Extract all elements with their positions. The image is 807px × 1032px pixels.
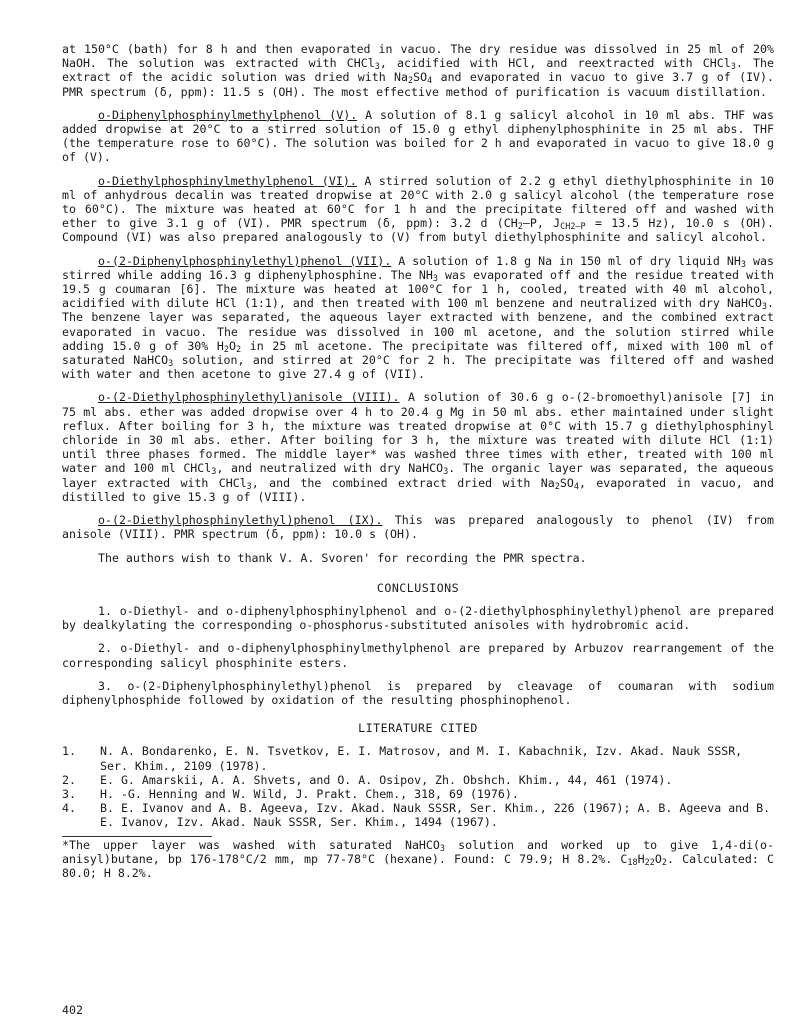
body-text	[62, 42, 774, 565]
subscript: CH2–P	[560, 222, 586, 233]
text-run: was stirred while adding 16.3 g diphenylphosphine. The NH	[62, 253, 774, 282]
compound-title: o-Diethylphosphinylmethylphenol (VI).	[98, 173, 357, 188]
footnote-divider	[62, 836, 212, 837]
reference-text: E. G. Amarskii, A. A. Shvets, and O. A. Osipov, Zh. Obshch. Khim., 44, 461 (1974).	[100, 772, 673, 787]
text-run: A solution of 8.1 g salicyl alcohol in 10 ml abs. THF was added dropwise at 20°C to a stirred solution of 15.0 g ethyl diphenylphosphinite in 25 ml abs. THF (the temperature rose to 60°C). The solution was boiled for 2 h and evaporated in vacuo to give 18.0 g of (V).	[62, 107, 774, 165]
subscript: 2	[223, 344, 230, 355]
text-run: in 25 ml acetone. The precipitate was filtered off, mixed with 100 ml of saturated NaHCO	[62, 338, 775, 368]
reference-item	[62, 773, 774, 787]
subscript: 2	[236, 344, 242, 355]
text-run: SO	[559, 475, 574, 490]
text-run: O	[654, 851, 662, 866]
paragraph	[62, 108, 774, 165]
subscript: 2	[408, 76, 414, 87]
subscript: 3	[443, 467, 449, 478]
text-run: , acidified with HCl, and reextracted with CHCl	[379, 56, 731, 71]
conclusion-item: 1. o-Diethyl- and o-diphenylphosphinylphenol and o-(2-diethylphosphinylethyl)phenol are prepared by dealkylating the corresponding o-phosphorus-substituted anisoles with hydrobromic acid.	[62, 603, 774, 633]
text-run: , and neutralized with dry NaHCO	[216, 461, 444, 476]
subscript: 18	[627, 857, 638, 868]
paragraph	[62, 513, 774, 541]
text-run: H	[637, 851, 645, 866]
text-run: This was prepared analogously to phenol (IV) from anisole (VIII). PMR spectrum (δ, ppm): 10.0 s (OH).	[62, 513, 774, 542]
reference-text: B. E. Ivanov and A. B. Ageeva, Izv. Akad. Nauk SSSR, Ser. Khim., 226 (1967); A. B. Ageeva and B. E. Ivanov, Izv. Akad. Nauk SSSR, Ser. Khim., 1494 (1967).	[100, 801, 771, 830]
reference-item	[62, 787, 774, 801]
text-run: , and the combined extract dried with Na	[251, 475, 555, 490]
paragraph	[62, 390, 774, 504]
text-run: . The organic layer was separated, the aqueous layer extracted with CHCl	[62, 461, 774, 490]
text-run: and evaporated in vacuo to give 3.7 g of (IV). PMR spectrum (δ, ppm): 11.5 s (OH). The most effective method of purification is vacuum distillation.	[62, 70, 775, 99]
text-run: at 150°C (bath) for 8 h and then evaporated in vacuo. The dry residue was dissolved in 25 ml of 20% NaOH. The solution was extracted with CHCl	[62, 42, 774, 71]
text-run: A stirred solution of 2.2 g ethyl diethylphosphinite in 10 ml of anhydrous decalin was treated dropwise at 20°C with 2.0 g salicyl alcohol (the temperature rose to 60°C). The mixture was heated at 60°C for 1 h and the precipitate filtered off and washed with ether to give 3.1 g of (VI). PMR spectrum (δ, ppm): 3.2 d (CH	[62, 173, 775, 231]
reference-number: 2.	[62, 772, 76, 787]
text-run: was evaporated off and the residue treated with 19.5 g coumaran [6]. The mixture was heated at 100°C for 1 h, cooled, treated with 40 ml alcohol, acidified with dilute HCl (1:1), and then treated with 100 ml benzene and neutralized with dry NaHCO	[62, 267, 774, 311]
subscript: 2	[661, 857, 667, 868]
subscript: 4	[573, 481, 579, 492]
conclusions-heading: CONCLUSIONS	[376, 580, 460, 595]
footnote	[62, 838, 774, 881]
subscript: 2	[517, 222, 523, 233]
text-run: SO	[413, 70, 428, 85]
text-run: —P, J	[522, 216, 561, 231]
subscript: 3	[439, 843, 445, 854]
subscript: 2	[554, 481, 560, 492]
reference-text: H. -G. Henning and W. Wild, J. Prakt. Chem., 318, 69 (1976).	[100, 786, 519, 801]
text-run: O	[229, 338, 237, 353]
compound-title: o-(2-Diphenylphosphinylethyl)phenol (VII).	[98, 253, 392, 268]
subscript: 3	[168, 359, 174, 370]
text-run: A solution of 30.6 g o-(2-bromoethyl)anisole [7] in 75 ml abs. ether was added dropwise over 4 h to 20.4 g Mg in 50 ml abs. ether maintained under slight reflux. After boiling for 3 h, the mixture was treated dropwise at 0°C with 15.7 g diethylphosphinyl chloride in 30 ml abs. ether. After boiling for 3 h, the mixture was treated with dilute HCl (1:1) until three phases formed. The middle layer* was washed three times with ether, treated with 100 ml water and 100 ml CHCl	[62, 390, 774, 476]
subscript: 4	[427, 76, 433, 87]
subscript: 3	[374, 62, 380, 73]
subscript: 3	[761, 302, 768, 313]
page-number: 402	[62, 1003, 83, 1017]
paragraph	[62, 174, 774, 245]
compound-title: o-(2-Diethylphosphinylethyl)phenol (IX).	[98, 513, 383, 528]
reference-item	[62, 744, 774, 772]
conclusion-item: 2. o-Diethyl- and o-diphenylphosphinylmethylphenol are prepared by Arbuzov rearrangement of the corresponding salicyl phosphinite esters.	[62, 641, 774, 670]
subscript: 3	[432, 273, 438, 284]
text-run: , evaporated in vacuo, and distilled to give 15.3 g of (VIII).	[62, 475, 774, 504]
references-list	[62, 744, 774, 829]
conclusions-list	[62, 604, 774, 707]
reference-item	[62, 801, 774, 829]
paragraph	[62, 551, 774, 565]
compound-title: o-Diphenylphosphinylmethylphenol (V).	[98, 107, 358, 122]
text-run: . The benzene layer was separated, the aqueous layer extracted with benzene, and the combined extract evaporated in vacuo. The residue was dissolved in 100 ml acetone, and the solution stirred while adding 15.0 g of 30% H	[62, 296, 774, 353]
paragraph	[62, 42, 774, 99]
text-run: A solution of 1.8 g Na in 150 ml of dry liquid NH	[391, 253, 741, 268]
paragraph	[62, 254, 774, 382]
text-run: solution, and stirred at 20°C for 2 h. The precipitate was filtered off and washed with water and then acetone to give 27.4 g of (VII).	[62, 353, 775, 382]
reference-number: 3.	[62, 786, 76, 801]
reference-text: N. A. Bondarenko, E. N. Tsvetkov, E. I. Matrosov, and M. I. Kabachnik, Izv. Akad. Nauk SSSR, Ser. Khim., 2109 (1978).	[100, 744, 743, 773]
compound-title: o-(2-Diethylphosphinylethyl)anisole (VIII).	[98, 390, 400, 405]
reference-number: 4.	[62, 801, 76, 816]
subscript: 3	[730, 62, 736, 73]
text-run: *The upper layer was washed with saturated NaHCO	[62, 837, 440, 852]
subscript: 3	[211, 467, 217, 478]
subscript: 3	[740, 259, 747, 270]
reference-number: 1.	[62, 744, 76, 759]
conclusion-item: 3. o-(2-Diphenylphosphinylethyl)phenol is prepared by cleavage of coumaran with sodium diphenylphosphide followed by oxidation of the resulting phosphinophenol.	[62, 678, 774, 707]
text-run: . Calculated: C 80.0; H 8.2%.	[62, 851, 774, 880]
subscript: 22	[644, 857, 655, 868]
subscript: 3	[246, 481, 252, 492]
document-page	[62, 42, 774, 880]
text-run: = 13.5 Hz), 10.0 s (OH). Compound (VI) was also prepared analogously to (V) from butyl diethylphosphinite and salicyl alcohol.	[62, 216, 774, 245]
literature-heading: LITERATURE CITED	[358, 721, 478, 736]
text-run: . The extract of the acidic solution was dried with Na	[62, 56, 775, 85]
text-run: solution and worked up to give 1,4-di(o-anisyl)butane, bp 176-178°C/2 mm, mp 77-78°C (hexane). Found: C 79.9; H 8.2%. C	[62, 837, 775, 866]
text-run: The authors wish to thank V. A. Svoren' for recording the PMR spectra.	[98, 550, 587, 565]
